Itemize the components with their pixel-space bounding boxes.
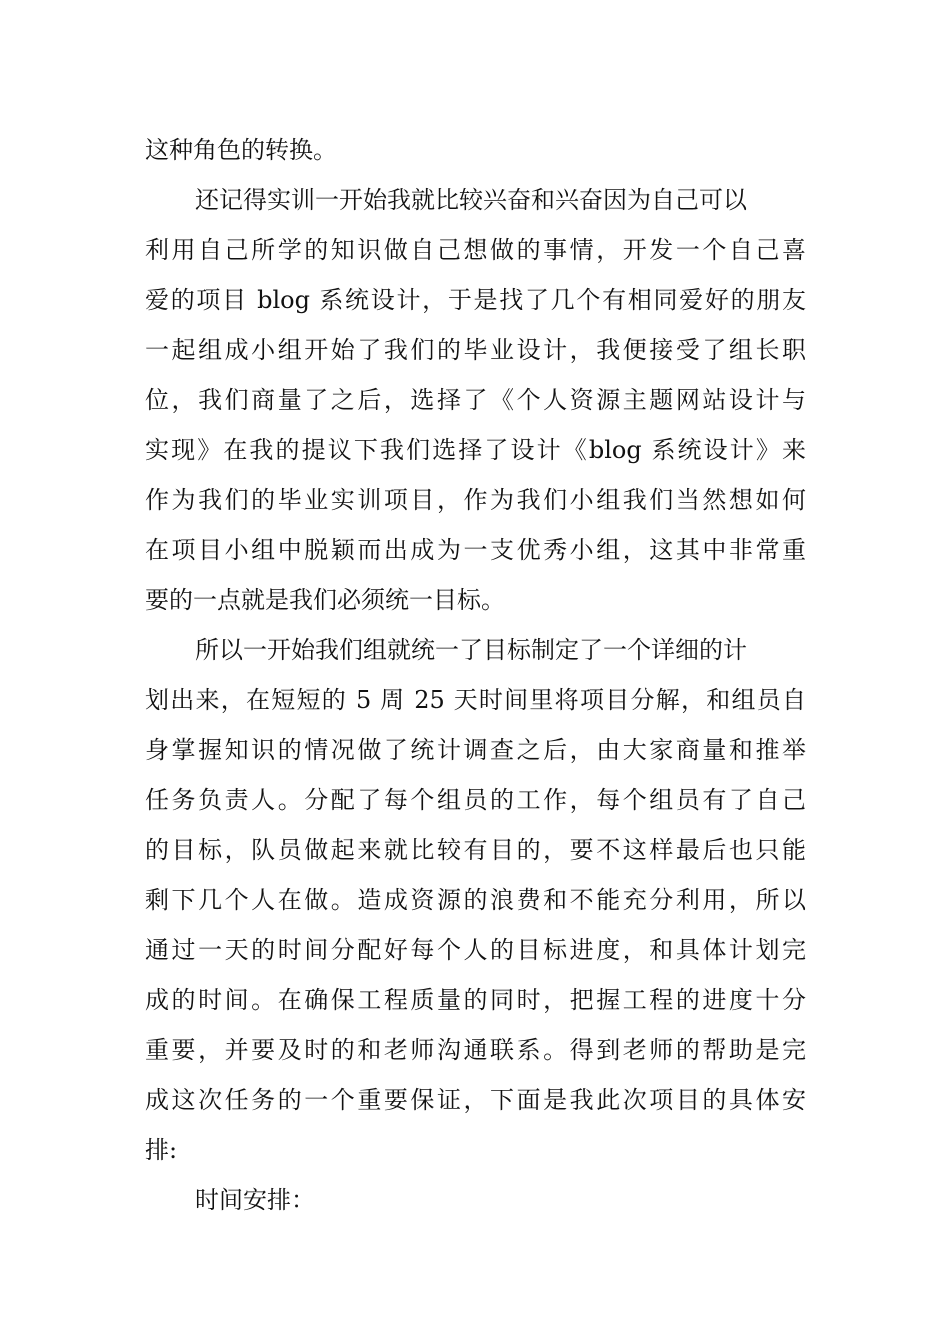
paragraph-3-line-8: 成的时间。在确保工程质量的同时，把握工程的进度十分 <box>145 986 806 1014</box>
paragraph-3-line-2: 划出来，在短短的 5 周 25 天时间里将项目分解，和组员自 <box>145 686 806 714</box>
paragraph-2-line-4: 一起组成小组开始了我们的毕业设计，我便接受了组长职 <box>145 336 806 364</box>
paragraph-2-line-7: 作为我们的毕业实训项目，作为我们小组我们当然想如何 <box>145 486 806 514</box>
text-line-1: 这种角色的转换。 <box>145 136 337 164</box>
paragraph-2-line-8: 在项目小组中脱颖而出成为一支优秀小组，这其中非常重 <box>145 536 806 564</box>
paragraph-2-line-1: 还记得实训一开始我就比较兴奋和兴奋因为自己可以 <box>195 186 747 214</box>
paragraph-2-line-5: 位，我们商量了之后，选择了《个人资源主题网站设计与 <box>145 386 806 414</box>
paragraph-3-line-3: 身掌握知识的情况做了统计调查之后，由大家商量和推举 <box>145 736 806 764</box>
paragraph-3-line-7: 通过一天的时间分配好每个人的目标进度，和具体计划完 <box>145 936 806 964</box>
section-heading-schedule: 时间安排： <box>195 1186 315 1214</box>
paragraph-2-line-3: 爱的项目 blog 系统设计，于是找了几个有相同爱好的朋友 <box>145 286 806 314</box>
paragraph-3-line-1: 所以一开始我们组就统一了目标制定了一个详细的计 <box>195 636 747 664</box>
paragraph-3-line-6: 剩下几个人在做。造成资源的浪费和不能充分利用，所以 <box>145 886 806 914</box>
paragraph-3-line-4: 任务负责人。分配了每个组员的工作，每个组员有了自己 <box>145 786 806 814</box>
paragraph-2-line-9: 要的一点就是我们必须统一目标。 <box>145 586 505 614</box>
paragraph-3-line-11: 排: <box>145 1136 178 1164</box>
paragraph-3-line-5: 的目标，队员做起来就比较有目的，要不这样最后也只能 <box>145 836 806 864</box>
paragraph-2-line-6: 实现》在我的提议下我们选择了设计《blog 系统设计》来 <box>145 436 806 464</box>
paragraph-3-line-10: 成这次任务的一个重要保证，下面是我此次项目的具体安 <box>145 1086 806 1114</box>
paragraph-3-line-9: 重要，并要及时的和老师沟通联系。得到老师的帮助是完 <box>145 1036 806 1064</box>
paragraph-2-line-2: 利用自己所学的知识做自己想做的事情，开发一个自己喜 <box>145 236 806 264</box>
